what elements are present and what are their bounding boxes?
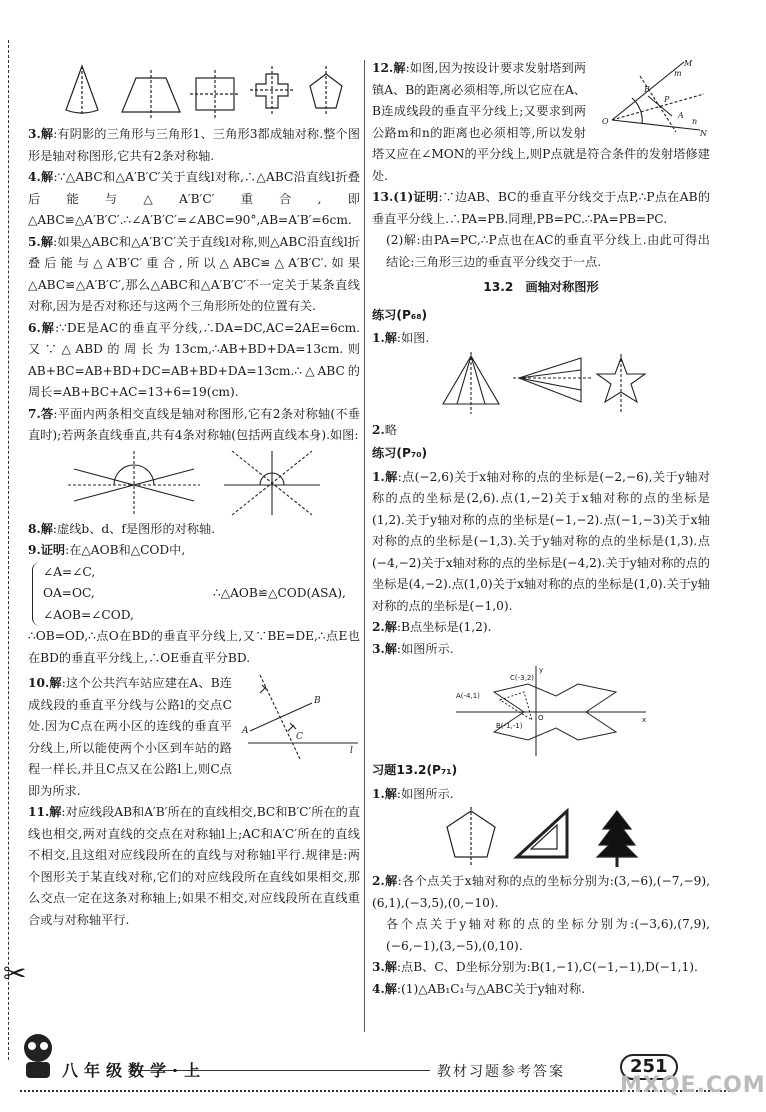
q6-label: 解: [40, 320, 56, 335]
q5-text: :如果△ABC和△A′B′C′关于直线l对称,则△ABC沿直线l折叠后能与△A′B′C′重合,所以△ABC≌△A′B′C′.如果△ABC≌△A′B′C′,那么△ABC和△A′B′C′不一定关于某条直线对称,因为是否对称还与这两个三角形所处的位置有关.: [28, 234, 361, 313]
scissors-icon: ✂: [3, 957, 27, 990]
fig12-label-A: A: [678, 111, 684, 120]
cut-line: [8, 40, 9, 1060]
ex2-q3: [372, 639, 710, 661]
q11: [28, 802, 360, 931]
ex2-q3-label: 解: [384, 641, 397, 656]
mascot-icon: [16, 1030, 60, 1080]
q9-brace: [32, 562, 193, 627]
fig12-label-O: O: [602, 117, 609, 126]
homework-title: 习题13.2(P₇₁): [372, 763, 458, 777]
q6: [28, 318, 360, 404]
q3-num: 3.: [28, 127, 41, 141]
q3: [28, 124, 360, 167]
hw-q4-label: 解: [384, 981, 397, 996]
q13-text1: :∵边AB、BC的垂直平分线交于点P,∴P点在AB的垂直平分线上.∴PA=PB.同理,PB=PC.∴PA=PB=PC.: [372, 190, 711, 226]
hw-q2: [372, 871, 710, 914]
watermark: MXQE.COM: [620, 1073, 766, 1098]
q8: [28, 519, 360, 541]
ex2-q3-num: 3.: [372, 641, 385, 656]
ex1-q1-label: 解: [384, 331, 397, 345]
q12-num: 12.: [372, 61, 394, 75]
ex1-q1: [372, 328, 710, 350]
q5: [28, 232, 360, 318]
ex1-q2-text: 略: [384, 422, 397, 437]
page-number: 251: [620, 1054, 678, 1080]
q12-text: :如图,因为按设计要求发射塔到两镇A、B的距离必须相等,所以它应在A、B连成线段的垂直平分线上;又要求到两公路m和n的距离也必须相等,所以发射塔又应在∠MON的平分线上,则P点就是符合条件的发射塔修建处.: [372, 61, 710, 183]
exercise2-title: 练习(P₇₀): [372, 446, 428, 460]
q6-num: 6.: [28, 320, 41, 335]
q13-num: 13.: [372, 190, 394, 204]
footer-section-title: 教材习题参考答案: [437, 1064, 565, 1080]
q10: [28, 673, 360, 802]
intersecting-lines-figure: [64, 449, 324, 517]
q9-brace-row: [28, 562, 360, 627]
ex2-q1: [372, 467, 710, 618]
q3-text: :有阴影的三角形与三角形1、三角形3都成轴对称.整个图形是轴对称图形,它共有2条对称轴.: [28, 127, 360, 163]
q12-label: 解: [393, 61, 406, 75]
hw-q2-num: 2.: [372, 874, 385, 888]
fig12-label-N: N: [700, 129, 707, 138]
hw-q2-text: :各个点关于x轴对称的点的坐标分别为:(3,−6),(−7,−9),(6,1),(−3,5),(0,−10).: [372, 874, 710, 910]
hw-q3-num: 3.: [372, 960, 385, 974]
hw-q4-num: 4.: [372, 981, 385, 996]
fig10-label-a: A: [242, 726, 249, 736]
fig12-label-P: P: [664, 95, 670, 104]
fig10-label-l: l: [350, 746, 353, 756]
hw-q1-label: 解: [384, 786, 397, 801]
hw-q1: [372, 784, 710, 806]
coordinate-figure: [426, 662, 656, 758]
footer-book-title: 八年级数学·上: [62, 1061, 207, 1080]
q10-label: 解: [49, 676, 62, 690]
fig-coord-label-x: x: [642, 716, 647, 724]
q8-label: 解: [40, 521, 53, 536]
fig10-label-b: B: [314, 696, 321, 706]
q9-brace-result: ∴△AOB≌△COD(ASA),: [213, 585, 346, 600]
q7: [28, 404, 360, 447]
ex2-q3-text: :如图所示.: [396, 641, 454, 656]
q9-num: 9.: [28, 543, 41, 557]
fig10-label-c: C: [296, 732, 303, 742]
q13-part2: (2)解:由PA=PC,∴P点也在AC的垂直平分线上.由此可得出结论:三角形三边的垂直平分线交于一点.: [386, 233, 710, 269]
q7-text: :平面内两条相交直线是轴对称图形,它有2条对称轴(不垂直时);若两条直线垂直,共有4条对称轴(包括两直线本身).如图:: [28, 406, 360, 442]
q11-label: 解: [49, 805, 62, 819]
fig-coord-label-y: y: [539, 666, 544, 674]
fig12-label-n: n: [692, 117, 698, 126]
q9-condition-2: OA=OC,: [43, 586, 95, 600]
fig12-label-B: B: [644, 85, 650, 94]
fig-coord-label-o: O: [538, 714, 544, 722]
q8-text: :虚线b、d、f是图形的对称轴.: [52, 521, 216, 536]
hw-q3-text: :点B、C、D坐标分别为:B(1,−1),C(−1,−1),D(−1,1).: [396, 960, 698, 974]
fig-coord-label-a: A(-4,1): [456, 692, 480, 700]
q9-label: 证明: [40, 543, 66, 557]
q8-num: 8.: [28, 521, 41, 536]
section-title: 13.2 画轴对称图形: [483, 280, 599, 294]
fig-coord-label-b: B(-1,-1): [496, 722, 523, 730]
hw-q1-num: 1.: [372, 786, 385, 801]
hw-q1-text: :如图所示.: [396, 786, 454, 801]
symmetric-shapes-figure: [44, 60, 344, 122]
q9-condition-3: ∠AOB=∠COD,: [43, 607, 134, 622]
bus-stop-figure: [238, 673, 360, 761]
q7-num: 7.: [28, 406, 41, 421]
q9: [28, 540, 360, 562]
column-divider: [364, 60, 365, 1032]
hw-q3-label: 解: [384, 960, 397, 974]
symmetry-drawings-figure: [431, 352, 651, 418]
q9-condition-1: ∠A=∠C,: [43, 564, 96, 579]
q9-intro: :在△AOB和△COD中,: [65, 543, 186, 557]
ex2-q2-text: :B点坐标是(1,2).: [396, 620, 492, 634]
tower-figure: [592, 58, 710, 138]
hw-q2-label: 解: [384, 874, 398, 888]
q7-label: 答: [40, 406, 54, 421]
q9-text: ∴OB=OD,∴点O在BD的垂直平分线上,又∵BE=DE,∴点E也在BD的垂直平分线上,∴OE垂直平分BD.: [28, 629, 360, 665]
q13-part1: [372, 187, 710, 230]
q10-text: :这个公共汽车站应建在A、B连成线段的垂直平分线与公路l的交点C处.因为C点在两小区的连线的垂直平分线上,所以能使两个小区到车站的路程一样长,并且C点又在公路l上,则C点即为所求.: [28, 676, 232, 798]
q11-text: :对应线段AB和A′B′所在的直线相交,BC和B′C′所在的直线也相交,两对直线的交点在对称轴l上;AC和A′C′所在的直线不相交,且这组对应线段所在的直线与对称轴l平行.规律是:两个图形关于某直线对称,它们的对应线段所在直线如果相交,那么交点一定在这条对称轴上;如果不相交,对应线段所在直线重合或与对称轴平行.: [28, 805, 361, 927]
ex1-q1-text: :如图.: [396, 331, 430, 345]
hw-q2-text2: 各个点关于y轴对称的点的坐标分别为:(−3,6),(7,9),(−6,−1),(3,−5),(0,10).: [386, 917, 710, 953]
ex2-q2-label: 解: [384, 620, 397, 634]
right-column: [372, 58, 710, 1000]
exercise1-title: 练习(P₆₈): [372, 307, 428, 322]
hw-q3: [372, 957, 710, 979]
hw-q4: [372, 979, 710, 1001]
q4-label: 解: [40, 170, 54, 184]
q4-text: :∵△ABC和△A′B′C′关于直线l对称,∴△ABC沿直线l折叠后能与△A′B′C′重合,即△ABC≌△A′B′C′.∴∠A′B′C′=∠ABC=90°,AB=A′B′=6cm.: [28, 170, 360, 227]
q10-num: 10.: [28, 676, 50, 690]
q12: [372, 58, 710, 187]
ex2-q2: [372, 617, 710, 639]
q3-label: 解: [40, 127, 54, 141]
ex1-q2: [372, 420, 710, 442]
q6-text: :∵DE是AC的垂直平分线,∴DA=DC,AC=2AE=6cm.又∵△ABD的周长为13cm,∴AB+BD+DA=13cm.则AB+BC=AB+BD+DC=AB+BD+DA=13cm.∴△ABC的周长=AB+BC+AC=13+6=19(cm).: [28, 320, 360, 399]
fig-coord-label-c: C(-3,2): [510, 674, 535, 682]
q5-num: 5.: [28, 234, 41, 249]
left-column: [28, 58, 360, 931]
q11-num: 11.: [28, 805, 50, 819]
fig12-label-m: m: [674, 69, 682, 78]
q13-label: (1)证明: [393, 190, 439, 204]
ex2-q1-label: 解: [384, 469, 398, 484]
ex2-q1-text: :点(−2,6)关于x轴对称的点的坐标是(−2,−6),关于y轴对称的点的坐标是(2,6).点(1,−2)关于x轴对称的点的坐标是(1,2).关于y轴对称的点的坐标是(−1,−2).点(−1,−3)关于x轴对称的点的坐标是(−1,3).关于y轴对称的点的坐标是(1,3).点(−4,−2)关于x轴对称的点的坐标是(−4,2).关于y轴对称的点的坐标是(4,−2).点(1,0)关于x轴对称的点的坐标是(1,0).关于y轴对称的点的坐标是(−1,0).: [372, 469, 710, 613]
q4-num: 4.: [28, 170, 41, 184]
ex2-q1-num: 1.: [372, 469, 385, 484]
hw-q4-text: :(1)△AB₁C₁与△ABC关于y轴对称.: [396, 981, 586, 996]
ex2-q2-num: 2.: [372, 620, 385, 634]
fig12-label-M: M: [684, 59, 693, 68]
q4: [28, 167, 360, 232]
homework-shapes-figure: [431, 807, 651, 869]
ex1-q2-num: 2.: [372, 422, 385, 437]
q5-label: 解: [40, 234, 54, 249]
ex1-q1-num: 1.: [372, 331, 385, 345]
